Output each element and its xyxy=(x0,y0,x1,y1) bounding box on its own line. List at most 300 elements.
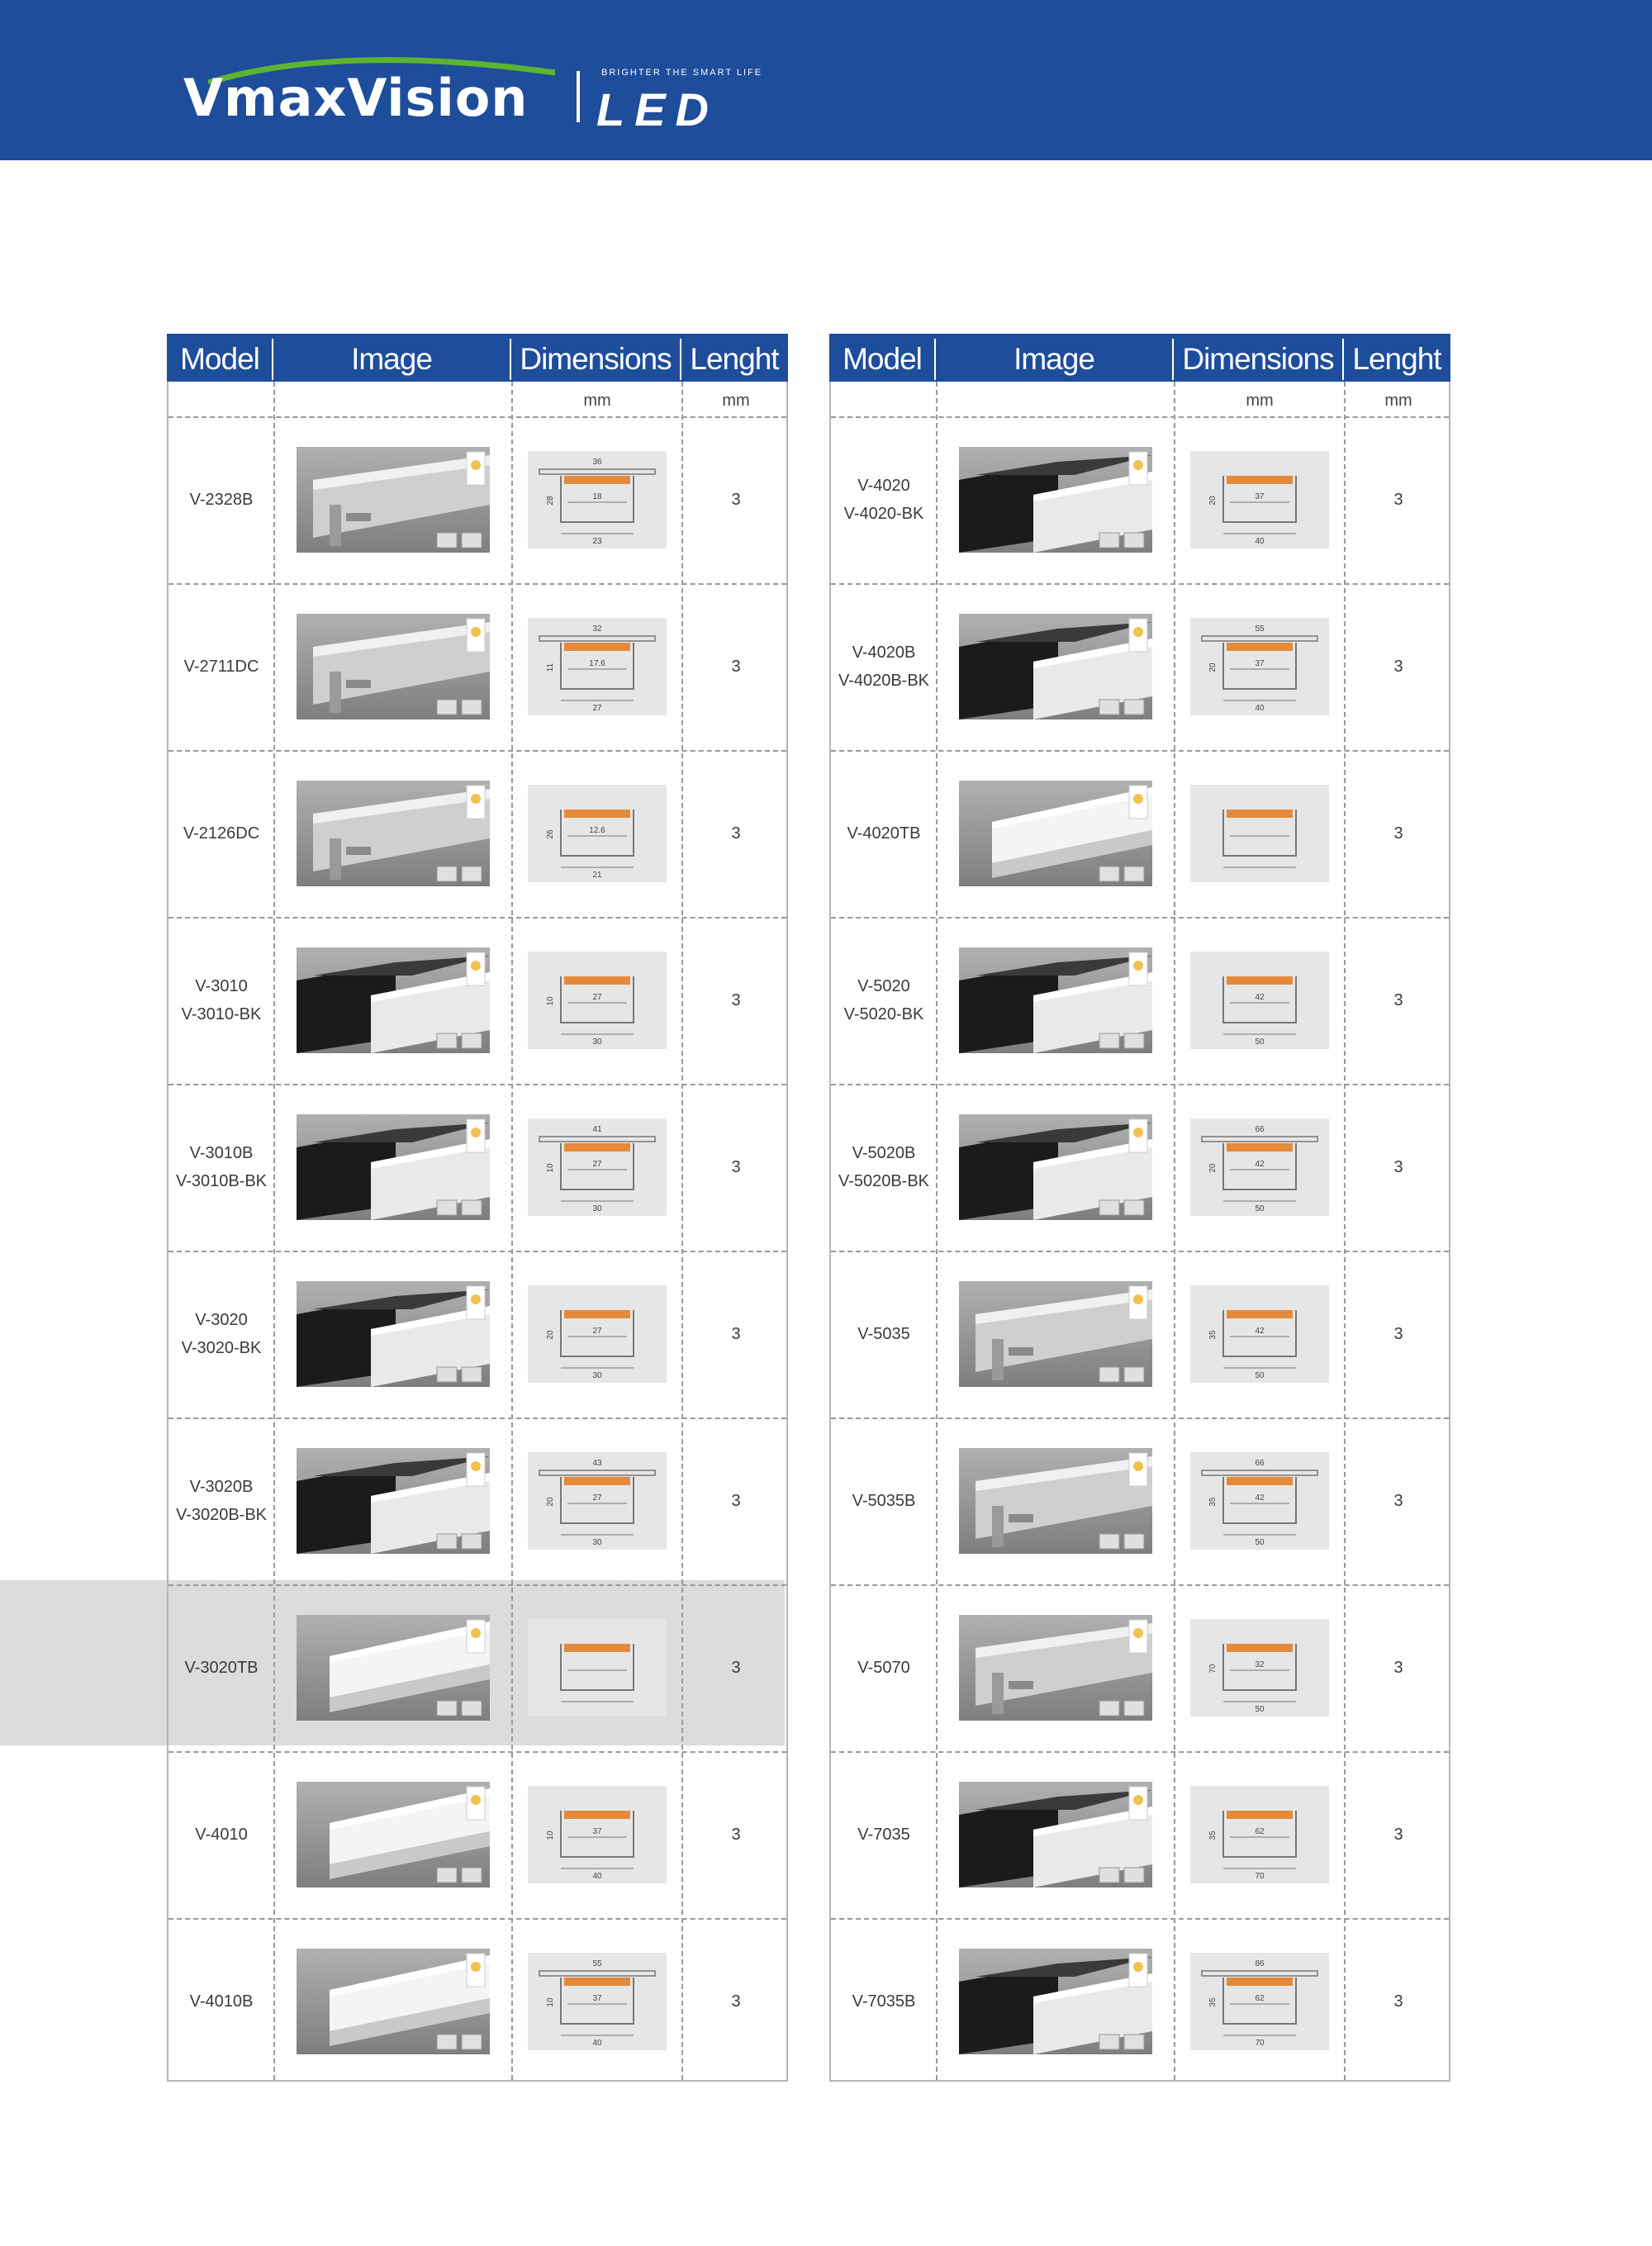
model-name: V-3010 xyxy=(195,977,248,995)
dim-top-width: 86 xyxy=(1255,1959,1265,1968)
header-separator xyxy=(272,339,273,380)
length-value: 3 xyxy=(731,1658,741,1677)
dim-height: 10 xyxy=(546,1997,555,2007)
model-cell xyxy=(169,917,274,1084)
product-photo xyxy=(959,1281,1152,1387)
product-photo xyxy=(959,447,1152,553)
brand-logo xyxy=(183,51,762,134)
length-value: 3 xyxy=(731,990,741,1009)
product-photo xyxy=(959,947,1152,1053)
dim-inner-width: 42 xyxy=(1255,1493,1265,1503)
length-value: 3 xyxy=(731,1491,741,1510)
header-image: Image xyxy=(1014,342,1094,376)
cross-section-diagram xyxy=(528,1118,667,1216)
product-photo xyxy=(297,1615,490,1721)
dim-top-width: 32 xyxy=(592,624,602,634)
profile-render-icon xyxy=(959,1448,1152,1554)
model-cell xyxy=(831,1584,937,1751)
image-cell xyxy=(937,416,1175,583)
dimensions-cell xyxy=(512,1251,682,1417)
product-photo xyxy=(297,1114,490,1220)
dim-height: 35 xyxy=(1208,1497,1218,1507)
model-name: V-3010-BK xyxy=(181,1005,262,1023)
model-cell xyxy=(831,1251,937,1417)
model-name: V-5070 xyxy=(857,1659,910,1677)
image-cell xyxy=(274,1584,512,1751)
image-cell xyxy=(274,1084,512,1251)
dim-inner-width: 42 xyxy=(1255,1160,1265,1169)
header-image: Image xyxy=(351,342,432,376)
units-divider xyxy=(831,416,1449,418)
dimensions-cell xyxy=(512,1417,682,1584)
dimension-drawing xyxy=(528,451,667,548)
length-cell xyxy=(1345,1918,1452,2085)
image-cell xyxy=(937,1584,1175,1751)
model-name: V-2328B xyxy=(189,491,254,509)
model-name: V-5020B xyxy=(852,1144,916,1162)
product-photo xyxy=(959,1615,1152,1721)
dimensions-cell xyxy=(1175,1084,1345,1251)
model-cell xyxy=(831,583,937,750)
product-photo xyxy=(297,1782,490,1887)
model-name: V-3020-BK xyxy=(181,1339,262,1357)
product-photo xyxy=(959,614,1152,719)
dim-height: 10 xyxy=(546,1831,555,1840)
length-value: 3 xyxy=(1393,990,1403,1009)
dimensions-cell xyxy=(512,917,682,1084)
model-name: V-7035B xyxy=(852,1992,916,2011)
length-value: 3 xyxy=(1393,1992,1403,2011)
length-cell xyxy=(682,1417,790,1584)
length-cell xyxy=(682,1251,790,1417)
dim-bottom-width: 70 xyxy=(1255,1872,1265,1881)
dimension-drawing xyxy=(1190,952,1329,1049)
length-cell xyxy=(1345,416,1452,583)
dim-inner-width: 37 xyxy=(592,1827,602,1836)
dim-top-width: 66 xyxy=(1255,1125,1265,1134)
dimension-drawing xyxy=(528,1786,667,1883)
cross-section-diagram xyxy=(1190,1118,1329,1216)
dim-height: 20 xyxy=(1208,496,1218,506)
image-cell xyxy=(937,917,1175,1084)
cross-section-diagram xyxy=(528,451,667,548)
brand-name: VmaxVision xyxy=(183,68,529,128)
model-cell xyxy=(169,416,274,583)
dim-bottom-width: 50 xyxy=(1255,1705,1265,1714)
dim-height: 35 xyxy=(1208,1997,1218,2007)
length-cell xyxy=(1345,1084,1452,1251)
dim-inner-width: 17.6 xyxy=(589,659,605,668)
header-length: Lenght xyxy=(690,342,779,376)
profile-render-icon xyxy=(297,614,490,719)
dim-bottom-width: 70 xyxy=(1255,2039,1265,2048)
model-cell xyxy=(169,1251,274,1417)
length-value: 3 xyxy=(731,1992,741,2011)
profile-render-icon xyxy=(297,947,490,1053)
dim-bottom-width: 30 xyxy=(592,1538,602,1547)
model-name: V-4020B-BK xyxy=(838,672,930,690)
profile-render-icon xyxy=(297,1281,490,1387)
dim-bottom-width: 21 xyxy=(592,871,602,880)
length-cell xyxy=(682,1751,790,1918)
header-length: Lenght xyxy=(1352,342,1441,376)
header-model: Model xyxy=(843,342,922,376)
model-name: V-3010B-BK xyxy=(175,1172,268,1190)
length-value: 3 xyxy=(1393,1157,1403,1176)
dim-bottom-width: 40 xyxy=(592,1872,602,1881)
cross-section-diagram xyxy=(1190,451,1329,548)
image-cell xyxy=(937,750,1175,917)
dimensions-cell xyxy=(512,1918,682,2085)
model-name: V-3020B-BK xyxy=(175,1506,268,1524)
product-photo xyxy=(959,1114,1152,1220)
model-cell xyxy=(169,1751,274,1918)
unit-dimensions: mm xyxy=(1246,392,1274,410)
image-cell xyxy=(274,1918,512,2085)
dim-inner-width: 42 xyxy=(1255,1327,1265,1336)
dim-top-width: 66 xyxy=(1255,1459,1265,1468)
dim-top-width: 55 xyxy=(592,1959,602,1968)
dim-bottom-width: 40 xyxy=(1255,704,1265,713)
dim-inner-width: 18 xyxy=(592,492,602,501)
dimension-drawing xyxy=(1190,451,1329,548)
dimensions-cell xyxy=(512,583,682,750)
table-header xyxy=(829,334,1450,382)
length-cell xyxy=(682,416,790,583)
dimension-drawing xyxy=(528,1118,667,1216)
product-photo xyxy=(297,1949,490,2054)
dim-height: 70 xyxy=(1208,1664,1218,1674)
length-value: 3 xyxy=(1393,1825,1403,1844)
header-separator xyxy=(510,339,511,380)
model-name: V-5035 xyxy=(857,1325,910,1343)
model-cell xyxy=(169,750,274,917)
header-dimensions: Dimensions xyxy=(1182,342,1334,376)
dimensions-cell xyxy=(512,750,682,917)
cross-section-diagram xyxy=(1190,1452,1329,1550)
product-photo xyxy=(297,781,490,886)
dim-height: 28 xyxy=(546,496,555,506)
cross-section-diagram xyxy=(1190,618,1329,715)
cross-section-diagram xyxy=(1190,1619,1329,1717)
length-cell xyxy=(1345,583,1452,750)
product-photo xyxy=(959,1949,1152,2054)
dimension-drawing xyxy=(528,1953,667,2050)
page-header xyxy=(0,0,1652,160)
dim-inner-width: 27 xyxy=(592,1160,602,1169)
image-cell xyxy=(937,1751,1175,1918)
dim-height: 10 xyxy=(546,996,555,1006)
profile-render-icon xyxy=(959,947,1152,1053)
dimension-drawing xyxy=(528,1285,667,1383)
model-cell xyxy=(169,1417,274,1584)
model-name: V-4020 xyxy=(857,477,910,495)
units-row xyxy=(831,382,1449,416)
cross-section-diagram xyxy=(1190,785,1329,882)
model-name: V-3020TB xyxy=(184,1659,259,1677)
product-photo xyxy=(959,781,1152,886)
dim-height: 11 xyxy=(546,662,555,672)
unit-length: mm xyxy=(722,392,750,410)
model-name: V-5020B-BK xyxy=(838,1172,930,1190)
length-value: 3 xyxy=(1393,1324,1403,1343)
length-cell xyxy=(1345,1751,1452,1918)
cross-section-diagram xyxy=(1190,1285,1329,1383)
length-value: 3 xyxy=(731,1324,741,1343)
dimensions-cell xyxy=(1175,750,1345,917)
dimensions-cell xyxy=(1175,416,1345,583)
cross-section-diagram xyxy=(1190,1953,1329,2050)
length-cell xyxy=(682,1084,790,1251)
profile-render-icon xyxy=(959,614,1152,719)
dim-inner-width: 37 xyxy=(1255,659,1265,668)
left-product-table xyxy=(167,334,788,2082)
cross-section-diagram xyxy=(528,952,667,1049)
profile-render-icon xyxy=(959,1281,1152,1387)
cross-section-diagram xyxy=(528,1953,667,2050)
dim-inner-width: 32 xyxy=(1255,1660,1265,1669)
model-cell xyxy=(831,416,937,583)
dimensions-cell xyxy=(512,1084,682,1251)
product-line: LED xyxy=(596,83,719,135)
model-name: V-4010B xyxy=(189,1992,254,2011)
model-cell xyxy=(831,1918,937,2085)
length-value: 3 xyxy=(1393,1491,1403,1510)
profile-render-icon xyxy=(297,1782,490,1887)
dim-height: 35 xyxy=(1208,1831,1218,1840)
dim-height: 20 xyxy=(1208,1163,1218,1173)
image-cell xyxy=(274,416,512,583)
profile-render-icon xyxy=(297,1448,490,1554)
cross-section-diagram xyxy=(528,1786,667,1883)
length-value: 3 xyxy=(731,1157,741,1176)
dim-bottom-width: 50 xyxy=(1255,1538,1265,1547)
cross-section-diagram xyxy=(528,1452,667,1550)
units-divider xyxy=(169,416,786,418)
dim-inner-width: 62 xyxy=(1255,1994,1265,2003)
length-value: 3 xyxy=(731,490,741,509)
header-dimensions: Dimensions xyxy=(520,342,672,376)
product-photo xyxy=(959,1448,1152,1554)
cross-section-diagram xyxy=(1190,952,1329,1049)
model-name: V-2711DC xyxy=(183,658,259,676)
profile-render-icon xyxy=(297,1615,490,1721)
model-name: V-5020-BK xyxy=(843,1005,924,1023)
image-cell xyxy=(937,1417,1175,1584)
image-cell xyxy=(937,1084,1175,1251)
dim-inner-width: 42 xyxy=(1255,993,1265,1002)
length-value: 3 xyxy=(1393,657,1403,676)
model-name: V-4020B xyxy=(852,643,916,662)
units-row xyxy=(169,382,786,416)
model-cell xyxy=(831,1417,937,1584)
length-cell xyxy=(1345,1584,1452,1751)
dimensions-cell xyxy=(512,1584,682,1751)
dim-height: 26 xyxy=(546,829,555,839)
dimension-drawing xyxy=(1190,1953,1329,2050)
model-cell xyxy=(831,917,937,1084)
profile-render-icon xyxy=(297,447,490,553)
image-cell xyxy=(274,1417,512,1584)
unit-length: mm xyxy=(1384,392,1412,410)
dim-bottom-width: 27 xyxy=(592,704,602,713)
dim-top-width: 55 xyxy=(1255,624,1265,634)
dimension-drawing xyxy=(528,1452,667,1550)
image-cell xyxy=(274,1751,512,1918)
length-cell xyxy=(682,583,790,750)
cross-section-diagram xyxy=(528,1285,667,1383)
model-name: V-5020 xyxy=(857,977,910,995)
cross-section-diagram xyxy=(528,1619,667,1717)
image-cell xyxy=(274,583,512,750)
dim-inner-width: 37 xyxy=(592,1994,602,2003)
dim-bottom-width: 50 xyxy=(1255,1038,1265,1047)
model-name: V-5035B xyxy=(852,1492,916,1510)
cross-section-diagram xyxy=(1190,1786,1329,1883)
image-cell xyxy=(937,1251,1175,1417)
dim-height: 10 xyxy=(546,1163,555,1173)
dim-inner-width: 27 xyxy=(592,993,602,1002)
profile-render-icon xyxy=(297,781,490,886)
dimension-drawing xyxy=(528,785,667,882)
product-photo xyxy=(297,1448,490,1554)
dimension-drawing xyxy=(528,618,667,715)
image-cell xyxy=(937,583,1175,750)
length-value: 3 xyxy=(731,1825,741,1844)
model-name: V-2126DC xyxy=(183,824,260,843)
length-cell xyxy=(682,1918,790,2085)
header-separator xyxy=(1342,339,1344,380)
length-cell xyxy=(682,1584,790,1751)
dimensions-cell xyxy=(1175,917,1345,1084)
profile-render-icon xyxy=(959,1114,1152,1220)
header-model: Model xyxy=(180,342,259,376)
dimension-drawing xyxy=(1190,785,1329,882)
model-name: V-4010 xyxy=(195,1826,248,1844)
dim-bottom-width: 40 xyxy=(592,2039,602,2048)
dim-top-width: 41 xyxy=(592,1125,602,1134)
dimension-drawing xyxy=(1190,618,1329,715)
dim-height: 35 xyxy=(1208,1330,1218,1340)
dimensions-cell xyxy=(512,416,682,583)
model-cell xyxy=(831,1084,937,1251)
model-name: V-7035 xyxy=(857,1826,910,1844)
length-cell xyxy=(1345,1251,1452,1417)
dim-bottom-width: 30 xyxy=(592,1038,602,1047)
table-header xyxy=(167,334,788,382)
length-cell xyxy=(682,917,790,1084)
model-cell xyxy=(169,1584,274,1751)
dim-inner-width: 37 xyxy=(1255,492,1265,501)
unit-dimensions: mm xyxy=(583,392,611,410)
dimensions-cell xyxy=(1175,1584,1345,1751)
brand-tagline: BRIGHTER THE SMART LIFE xyxy=(601,68,763,78)
dimensions-cell xyxy=(1175,1417,1345,1584)
dimension-drawing xyxy=(1190,1118,1329,1216)
image-cell xyxy=(937,1918,1175,2085)
model-cell xyxy=(831,1751,937,1918)
image-cell xyxy=(274,917,512,1084)
length-value: 3 xyxy=(731,657,741,676)
dim-height: 20 xyxy=(546,1330,555,1340)
length-value: 3 xyxy=(1393,1658,1403,1677)
length-value: 3 xyxy=(731,824,741,843)
model-name: V-3010B xyxy=(189,1144,254,1162)
dim-height: 20 xyxy=(1208,662,1218,672)
length-value: 3 xyxy=(1393,490,1403,509)
dimension-drawing xyxy=(1190,1786,1329,1883)
dim-bottom-width: 30 xyxy=(592,1371,602,1380)
dim-bottom-width: 50 xyxy=(1255,1371,1265,1380)
dim-inner-width: 62 xyxy=(1255,1827,1265,1836)
model-name: V-4020-BK xyxy=(843,505,924,523)
profile-render-icon xyxy=(297,1949,490,2054)
dimension-drawing xyxy=(528,1619,667,1717)
model-cell xyxy=(169,583,274,750)
image-cell xyxy=(274,750,512,917)
model-name: V-3020B xyxy=(189,1478,254,1496)
model-cell xyxy=(169,1918,274,2085)
dim-top-width: 36 xyxy=(592,458,602,467)
product-photo xyxy=(297,614,490,719)
cross-section-diagram xyxy=(528,618,667,715)
product-photo xyxy=(297,1281,490,1387)
profile-render-icon xyxy=(297,1114,490,1220)
dim-inner-width: 27 xyxy=(592,1327,602,1336)
dimensions-cell xyxy=(1175,1251,1345,1417)
length-cell xyxy=(1345,1417,1452,1584)
dimensions-cell xyxy=(1175,1751,1345,1918)
cross-section-diagram xyxy=(528,785,667,882)
image-cell xyxy=(274,1251,512,1417)
dimensions-cell xyxy=(1175,583,1345,750)
dimensions-cell xyxy=(1175,1918,1345,2085)
length-cell xyxy=(1345,750,1452,917)
dim-inner-width: 12.6 xyxy=(589,826,605,835)
dimensions-cell xyxy=(512,1751,682,1918)
header-separator xyxy=(680,339,681,380)
dimension-drawing xyxy=(528,952,667,1049)
model-cell xyxy=(169,1084,274,1251)
right-product-table xyxy=(829,334,1450,2082)
model-name: V-4020TB xyxy=(847,824,921,843)
length-value: 3 xyxy=(1393,824,1403,843)
dim-top-width: 43 xyxy=(592,1459,602,1468)
length-cell xyxy=(1345,917,1452,1084)
product-photo xyxy=(297,447,490,553)
dim-bottom-width: 30 xyxy=(592,1204,602,1213)
length-cell xyxy=(682,750,790,917)
dim-inner-width: 27 xyxy=(592,1493,602,1503)
dimension-drawing xyxy=(1190,1285,1329,1383)
profile-render-icon xyxy=(959,447,1152,553)
header-separator xyxy=(1172,339,1174,380)
profile-render-icon xyxy=(959,781,1152,886)
model-cell xyxy=(831,750,937,917)
dim-height: 20 xyxy=(546,1497,555,1507)
header-separator xyxy=(934,339,936,380)
dimension-drawing xyxy=(1190,1452,1329,1550)
dim-bottom-width: 50 xyxy=(1255,1204,1265,1213)
model-name: V-3020 xyxy=(195,1311,248,1329)
profile-render-icon xyxy=(959,1615,1152,1721)
product-photo xyxy=(959,1782,1152,1887)
dimension-drawing xyxy=(1190,1619,1329,1717)
product-photo xyxy=(297,947,490,1053)
profile-render-icon xyxy=(959,1949,1152,2054)
profile-render-icon xyxy=(959,1782,1152,1887)
dim-bottom-width: 40 xyxy=(1255,537,1265,546)
